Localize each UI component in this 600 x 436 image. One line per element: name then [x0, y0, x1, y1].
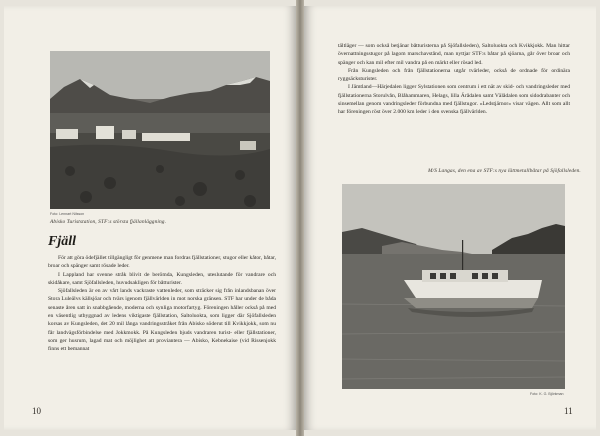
- left-page: [4, 6, 296, 430]
- right-body-text: [338, 42, 570, 117]
- photo-credit: Foto: Lennart Nilsson: [50, 212, 85, 216]
- ms-langas-boat-photo: [342, 184, 565, 389]
- gutter: [296, 0, 304, 436]
- photo-credit: Foto: K. G. Björkman: [530, 392, 564, 396]
- section-heading: Fjäll: [48, 234, 77, 249]
- paragraph: I Lappland har svenne stråk blivit de berömda, Kungsleden, uteslutande för vandrare och skidåkare, samt Sjöfallsleden, huvudsakligen för båtturister.: [48, 271, 276, 286]
- page-number: 10: [32, 406, 41, 416]
- page-number: 11: [564, 406, 573, 416]
- paragraph: För att göra ödefjället tillgängligt för genmene man fordras fjällstationer, stugor eller kåtor, båtar, broar och spänger samt rösade leder.: [48, 255, 276, 270]
- paragraph: Sjöfallsleden är en av vårt lands vackraste vattenleder, som sträcker sig från inlandsbanan över Stora Luleälvs källsjöar och tvärs igenom fjällvärlden in mot norska gränsen. STF har under de båda senaste åren satt in snabbgående, moderna och synliga motorfartyg. Föreningen håller också på med en väsentlig utbyggnad av ledens viktigaste fjällstation, Saltoluokta, som ligger där Sjöfallsleden korsas av Kungsleden, det 20 mil långa vandringsstråket från Abisko söderut till Kvikkjokk, som nu får landvägsförbindelse med Jokkmokk. På Kungsleden bjuds vandraren turist- eller fjällstationer, som ger husrum, lagad mat och möjlighet att proviantera — Abisko, Kebnekaise (vid Rissenjokk finns ett bemannat: [48, 288, 276, 353]
- paragraph: I Jämtland—Härjedalen ligger Sylstationen som centrum i ett nät av skid- och vandringsleder med fjällstationerna Storulvån, Blåhammaren, Helags, lilla Ärådalen samt Välådalen som sidodrabanter och sinsemellan genom vandringsleder förbundna med fjällstugor. »Ledstjärnor« visar vägen. Allt som allt har föreningen röst över 2.000 km leder i den svenska fjällvärlden.: [338, 84, 570, 116]
- photo-caption: M/S Langas, den ena av STF:s nya lättmetallbåtar på Sjöfallsleden.: [428, 168, 581, 174]
- paragraph: tältläger — som också betjänar båtturisterna på Sjöfallsleden), Saltoluokta och Kvikkjokk. Man hittar övernattningsstugor på lagom marschavstånd, man nyttjar STF:s båtar på sjöarna, går över broar och spänger och kan mil efter mil vandra på en märkt eller rösad led.: [338, 43, 570, 66]
- paragraph: Från Kungsleden och från fjällstationerna utgår tvärleder, också de ordnade för ordinära ryggsäcksturister.: [338, 67, 570, 83]
- right-page: [304, 6, 596, 430]
- left-body-text: [48, 254, 276, 354]
- photo-caption: Abisko Turiststation, STF:s största fjällanläggning.: [50, 219, 167, 225]
- abisko-station-photo: [50, 51, 270, 209]
